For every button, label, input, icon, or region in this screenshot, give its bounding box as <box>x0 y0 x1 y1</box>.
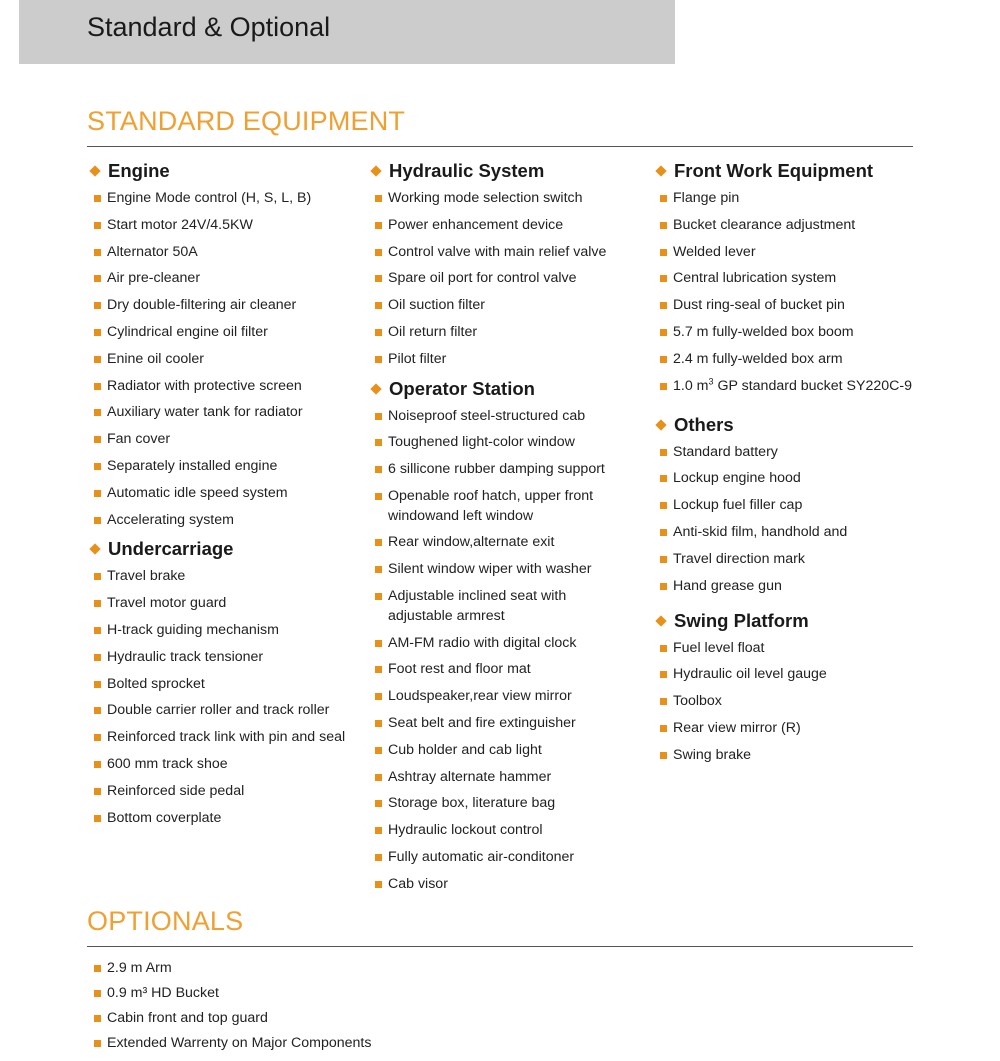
square-bullet-icon <box>375 800 382 807</box>
list-item: Bolted sprocket <box>87 674 357 694</box>
category-title: Operator Station <box>389 377 535 399</box>
square-bullet-icon <box>660 671 667 678</box>
list-item: Extended Warrenty on Major Components <box>87 1033 487 1053</box>
operator-list <box>368 406 618 894</box>
category-title: Front Work Equipment <box>674 160 874 181</box>
square-bullet-icon <box>660 502 667 509</box>
list-item: Travel motor guard <box>87 593 357 613</box>
square-bullet-icon <box>660 249 667 256</box>
list-item: Fully automatic air-conditoner <box>368 847 618 867</box>
square-bullet-icon <box>94 600 101 607</box>
list-item: Power enhancement device <box>368 215 618 235</box>
square-bullet-icon <box>375 302 382 309</box>
list-item: Working mode selection switch <box>368 188 618 208</box>
list-item: Fan cover <box>87 429 357 449</box>
square-bullet-icon <box>660 195 667 202</box>
category-title: Others <box>674 413 734 435</box>
swing-platform-list <box>653 638 923 765</box>
list-item: 600 mm track shoe <box>87 754 357 774</box>
list-item: H-track guiding mechanism <box>87 620 357 640</box>
square-bullet-icon <box>94 517 101 524</box>
square-bullet-icon <box>375 747 382 754</box>
diamond-bullet-icon <box>89 165 100 176</box>
square-bullet-icon <box>660 725 667 732</box>
column-2 <box>368 158 618 901</box>
square-bullet-icon <box>375 493 382 500</box>
list-item: Welded lever <box>653 242 923 262</box>
list-item: 2.9 m Arm <box>87 958 487 978</box>
optionals-column <box>87 958 487 1053</box>
diamond-bullet-icon <box>655 419 666 430</box>
list-item: Alternator 50A <box>87 242 357 262</box>
list-item: Cylindrical engine oil filter <box>87 322 357 342</box>
square-bullet-icon <box>660 529 667 536</box>
square-bullet-icon <box>94 1040 101 1047</box>
list-item: 2.4 m fully-welded box arm <box>653 349 923 369</box>
category-others <box>653 412 923 438</box>
category-hydraulic-system <box>368 158 618 184</box>
square-bullet-icon <box>660 383 667 390</box>
square-bullet-icon <box>375 854 382 861</box>
undercarriage-list <box>87 566 357 827</box>
square-bullet-icon <box>375 249 382 256</box>
square-bullet-icon <box>660 275 667 282</box>
square-bullet-icon <box>660 698 667 705</box>
square-bullet-icon <box>660 752 667 759</box>
category-operator-station <box>368 376 618 402</box>
square-bullet-icon <box>375 693 382 700</box>
list-item: 1.0 $m^3$ GP standard bucket SY220C-9 <box>653 376 923 396</box>
square-bullet-icon <box>375 195 382 202</box>
list-item: Swing brake <box>653 745 923 765</box>
list-item: Double carrier roller and track roller <box>87 700 357 720</box>
list-item: Dry double-filtering air cleaner <box>87 295 357 315</box>
square-bullet-icon <box>94 681 101 688</box>
square-bullet-icon <box>375 827 382 834</box>
diamond-bullet-icon <box>370 165 381 176</box>
list-item: Toughened light-color window <box>368 432 618 452</box>
page-title: Standard & Optional <box>87 12 331 42</box>
square-bullet-icon <box>94 1015 101 1022</box>
list-item: Accelerating system <box>87 510 357 530</box>
list-item: Loudspeaker,rear view mirror <box>368 686 618 706</box>
square-bullet-icon <box>375 881 382 888</box>
list-item: Ashtray alternate hammer <box>368 767 618 787</box>
square-bullet-icon <box>94 302 101 309</box>
square-bullet-icon <box>375 466 382 473</box>
list-item: Separately installed engine <box>87 456 357 476</box>
square-bullet-icon <box>94 761 101 768</box>
diamond-bullet-icon <box>655 165 666 176</box>
header-band <box>19 0 675 64</box>
list-item: Oil suction filter <box>368 295 618 315</box>
list-item: Toolbox <box>653 691 923 711</box>
square-bullet-icon <box>375 774 382 781</box>
list-item: Adjustable inclined seat with adjustable armrest <box>368 586 583 626</box>
diamond-bullet-icon <box>89 544 100 555</box>
square-bullet-icon <box>94 275 101 282</box>
square-bullet-icon <box>375 329 382 336</box>
standard-equipment-heading: STANDARD EQUIPMENT <box>87 106 406 136</box>
category-title: Engine <box>108 160 170 181</box>
list-item: Foot rest and floor mat <box>368 659 618 679</box>
category-title: Swing Platform <box>674 609 809 631</box>
square-bullet-icon <box>94 356 101 363</box>
square-bullet-icon <box>94 654 101 661</box>
category-swing-platform <box>653 608 923 634</box>
list-item: Pilot filter <box>368 349 618 369</box>
square-bullet-icon <box>660 449 667 456</box>
list-item: Lockup engine hood <box>653 468 923 488</box>
list-item: Anti-skid film, handhold and <box>653 522 923 542</box>
list-item: Auxiliary water tank for radiator <box>87 402 357 422</box>
category-title: Undercarriage <box>108 538 234 560</box>
square-bullet-icon <box>375 566 382 573</box>
square-bullet-icon <box>94 490 101 497</box>
hydraulic-list <box>368 188 618 369</box>
category-undercarriage <box>87 536 357 562</box>
category-front-work-equipment <box>653 158 923 184</box>
square-bullet-icon <box>660 475 667 482</box>
list-item: Bottom coverplate <box>87 808 357 828</box>
optionals-divider <box>87 946 913 947</box>
square-bullet-icon <box>94 815 101 822</box>
square-bullet-icon <box>660 302 667 309</box>
square-bullet-icon <box>94 409 101 416</box>
list-item: Hydraulic lockout control <box>368 820 618 840</box>
square-bullet-icon <box>94 195 101 202</box>
list-item: Openable roof hatch, upper front windowand left window <box>368 486 603 526</box>
others-list <box>653 442 923 596</box>
list-item: Travel brake <box>87 566 357 586</box>
square-bullet-icon <box>94 965 101 972</box>
square-bullet-icon <box>660 356 667 363</box>
square-bullet-icon <box>94 463 101 470</box>
list-item: Rear view mirror (R) <box>653 718 923 738</box>
list-item: Travel direction mark <box>653 549 923 569</box>
square-bullet-icon <box>375 539 382 546</box>
square-bullet-icon <box>94 383 101 390</box>
list-item: AM-FM radio with digital clock <box>368 633 618 653</box>
list-item: Cab visor <box>368 874 618 894</box>
square-bullet-icon <box>660 329 667 336</box>
list-item: Engine Mode control (H, S, L, B) <box>87 188 357 208</box>
list-item: 5.7 m fully-welded box boom <box>653 322 923 342</box>
square-bullet-icon <box>375 666 382 673</box>
square-bullet-icon <box>94 788 101 795</box>
list-item: Radiator with protective screen <box>87 376 357 396</box>
list-item: Central lubrication system <box>653 268 923 288</box>
list-item: Noiseproof steel-structured cab <box>368 406 618 426</box>
square-bullet-icon <box>375 222 382 229</box>
square-bullet-icon <box>660 222 667 229</box>
square-bullet-icon <box>94 222 101 229</box>
list-item: Fuel level float <box>653 638 923 658</box>
square-bullet-icon <box>375 439 382 446</box>
list-item: Silent window wiper with washer <box>368 559 618 579</box>
square-bullet-icon <box>94 329 101 336</box>
list-item: Lockup fuel filler cap <box>653 495 923 515</box>
square-bullet-icon <box>375 720 382 727</box>
square-bullet-icon <box>94 249 101 256</box>
standard-divider <box>87 146 913 147</box>
square-bullet-icon <box>660 583 667 590</box>
list-item: 0.9 m³ HD Bucket <box>87 983 487 1003</box>
list-item: 6 sillicone rubber damping support <box>368 459 618 479</box>
optionals-heading: OPTIONALS <box>87 906 244 936</box>
list-item: Start motor 24V/4.5KW <box>87 215 357 235</box>
list-item: Air pre-cleaner <box>87 268 357 288</box>
list-item: Hydraulic track tensioner <box>87 647 357 667</box>
square-bullet-icon <box>375 275 382 282</box>
square-bullet-icon <box>660 645 667 652</box>
column-1 <box>87 158 357 834</box>
list-item: Automatic idle speed system <box>87 483 357 503</box>
square-bullet-icon <box>94 436 101 443</box>
square-bullet-icon <box>94 627 101 634</box>
list-item: Storage box, literature bag <box>368 793 618 813</box>
list-item: Oil return filter <box>368 322 618 342</box>
list-item: Seat belt and fire extinguisher <box>368 713 618 733</box>
square-bullet-icon <box>375 640 382 647</box>
optionals-list <box>87 958 487 1053</box>
square-bullet-icon <box>94 734 101 741</box>
square-bullet-icon <box>94 990 101 997</box>
square-bullet-icon <box>375 413 382 420</box>
list-item: Spare oil port for control valve <box>368 268 618 288</box>
list-item: Hydraulic oil level gauge <box>653 664 923 684</box>
square-bullet-icon <box>375 356 382 363</box>
diamond-bullet-icon <box>655 615 666 626</box>
category-engine <box>87 158 357 184</box>
diamond-bullet-icon <box>370 383 381 394</box>
category-title: Hydraulic System <box>389 160 545 181</box>
list-item: Hand grease gun <box>653 576 923 596</box>
list-item: Flange pin <box>653 188 923 208</box>
list-item: Dust ring-seal of bucket pin <box>653 295 923 315</box>
front-work-list <box>653 188 923 396</box>
square-bullet-icon <box>94 707 101 714</box>
list-item: Cub holder and cab light <box>368 740 618 760</box>
square-bullet-icon <box>94 573 101 580</box>
list-item: Enine oil cooler <box>87 349 357 369</box>
square-bullet-icon <box>660 556 667 563</box>
engine-list <box>87 188 357 530</box>
list-item: Reinforced side pedal <box>87 781 357 801</box>
list-item: Bucket clearance adjustment <box>653 215 923 235</box>
list-item: Rear window,alternate exit <box>368 532 618 552</box>
column-3 <box>653 158 923 772</box>
list-item: Cabin front and top guard <box>87 1008 487 1028</box>
list-item: Control valve with main relief valve <box>368 242 618 262</box>
square-bullet-icon <box>375 593 382 600</box>
list-item: Standard battery <box>653 442 923 462</box>
list-item: Reinforced track link with pin and seal <box>87 727 357 747</box>
